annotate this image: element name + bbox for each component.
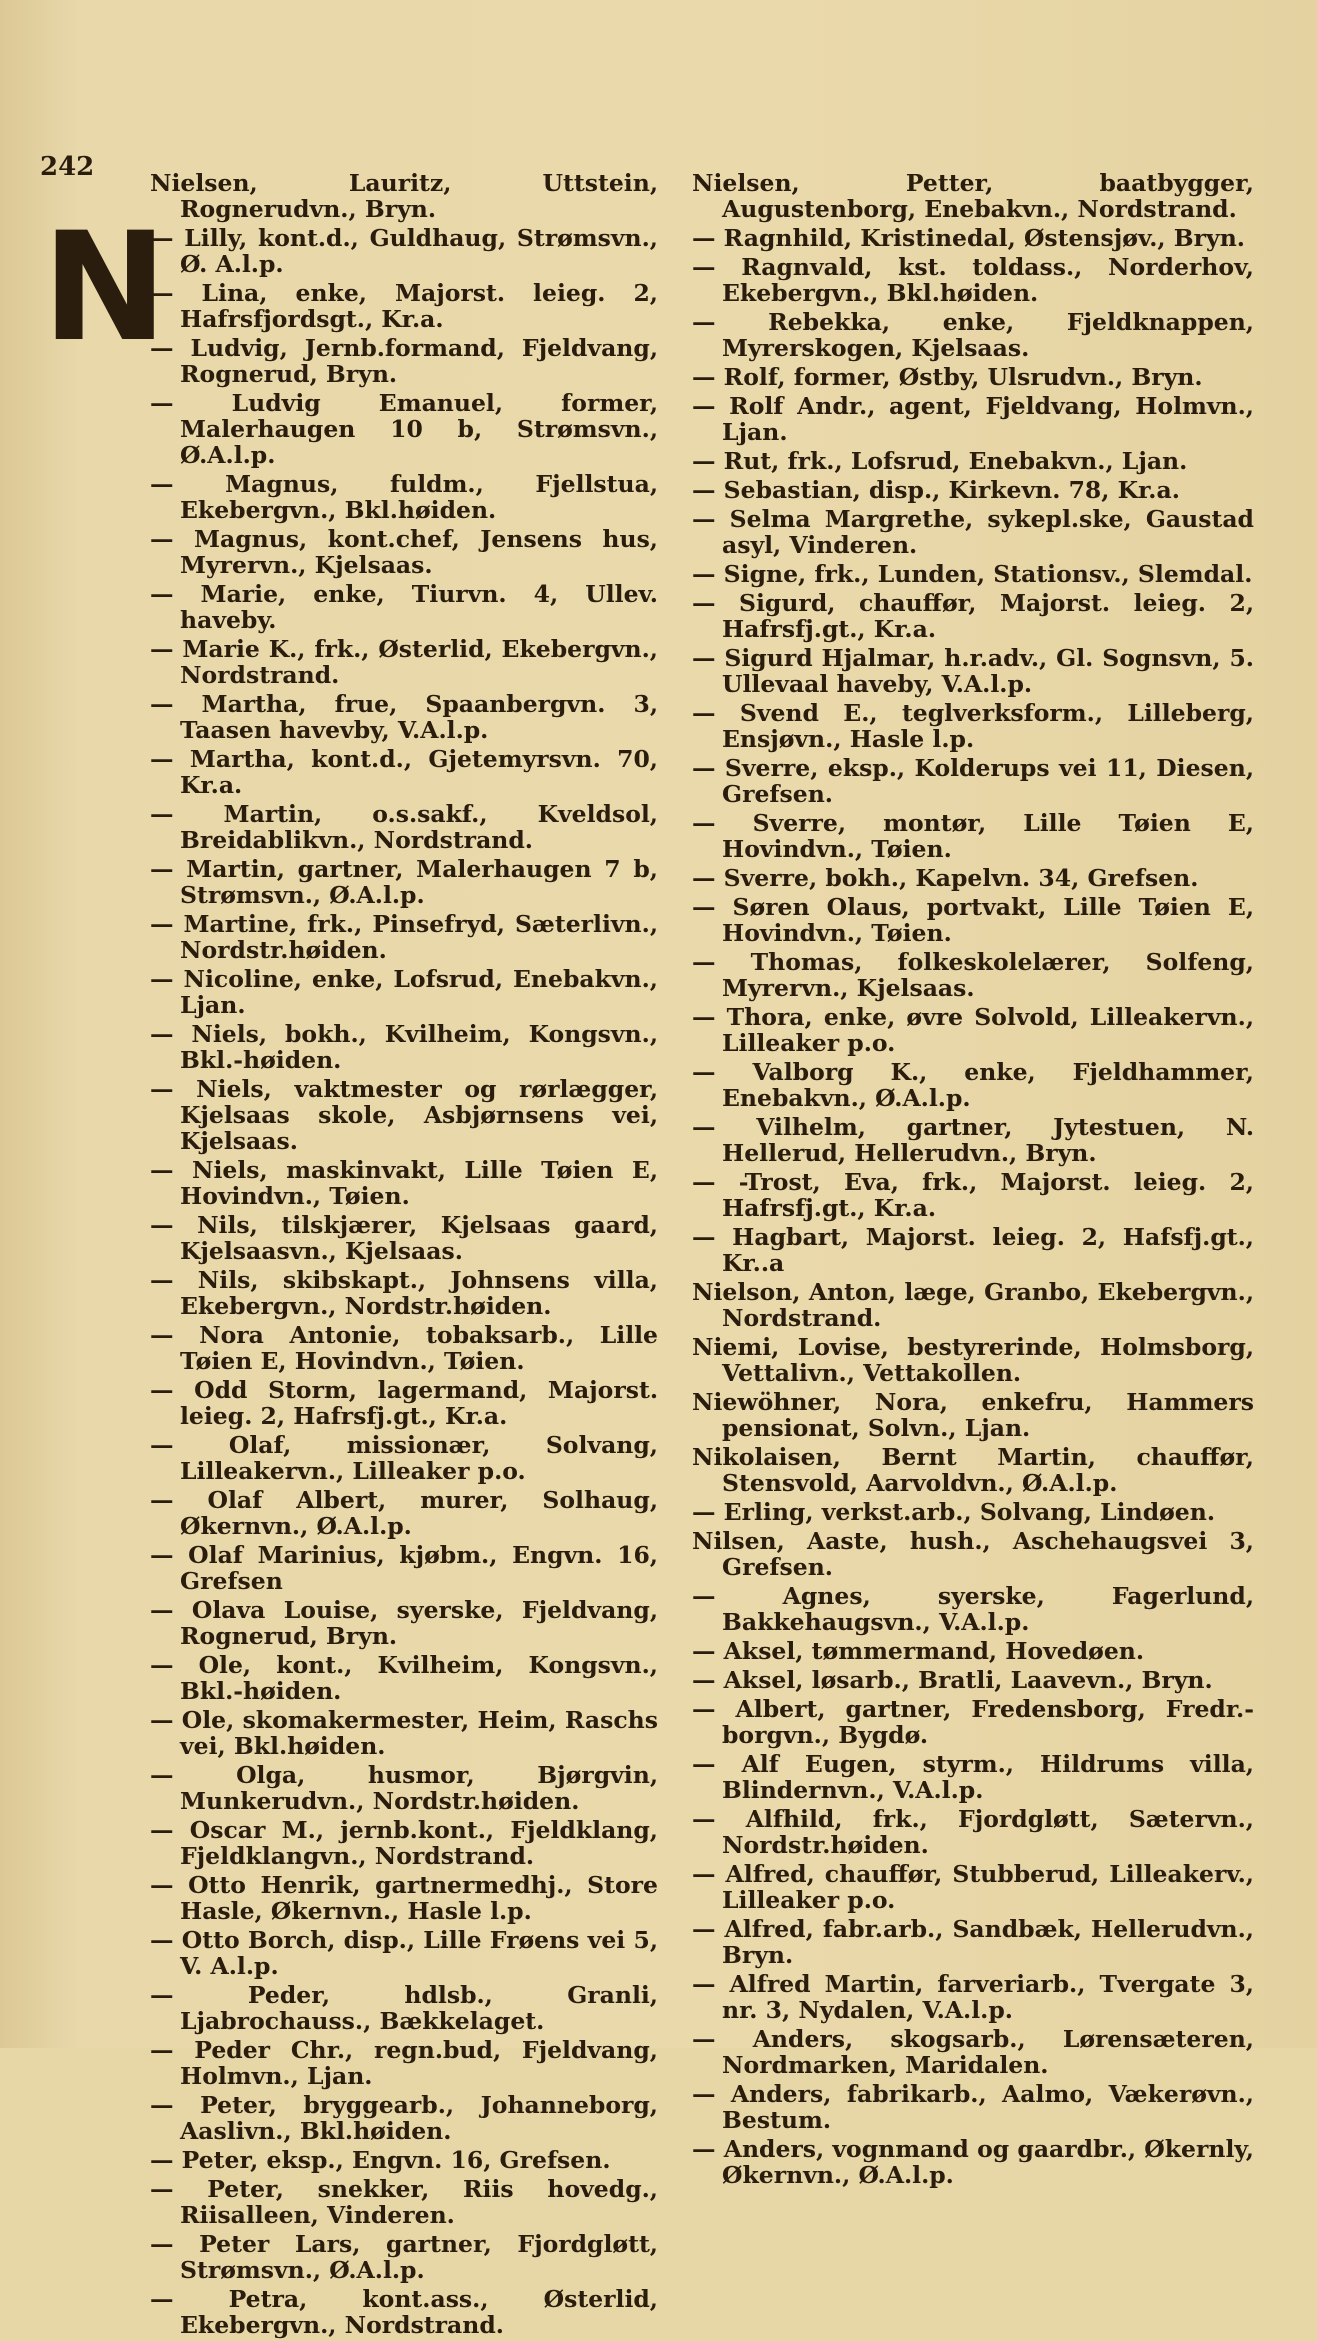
directory-entry: — Lina, enke, Majorst. leieg. 2, Hafrsfjordsgt., Kr.a. — [150, 279, 658, 333]
directory-entry: — Rut, frk., Lofsrud, Enebakvn., Ljan. — [692, 447, 1188, 475]
directory-entry: — Marie, enke, Tiurvn. 4, Ullev. haveby. — [150, 580, 658, 634]
directory-entry: — Sigurd, chauffør, Majorst. leieg. 2, Hafrsfj.gt., Kr.a. — [692, 589, 1254, 643]
directory-entry: — Signe, frk., Lunden, Stationsv., Slemdal. — [692, 560, 1253, 588]
directory-entry: — Peter, eksp., Engvn. 16, Grefsen. — [150, 2146, 611, 2174]
directory-entry: — Martha, frue, Spaanbergvn. 3, Taasen havevby, V.A.l.p. — [150, 690, 658, 744]
directory-entry: — Valborg K., enke, Fjeldhammer, Enebakvn., Ø.A.l.p. — [692, 1058, 1254, 1112]
directory-entry: — Ludvig, Jernb.formand, Fjeldvang, Rognerud, Bryn. — [150, 334, 658, 388]
directory-entry: — Alfred Martin, farveriarb., Tvergate 3, nr. 3, Nydalen, V.A.l.p. — [692, 1970, 1254, 2024]
directory-entry: — Sverre, eksp., Kolderups vei 11, Diesen, Grefsen. — [692, 754, 1254, 808]
directory-entry: — Svend E., teglverksform., Lilleberg, Ensjøvn., Hasle l.p. — [692, 699, 1254, 753]
directory-entry: Nikolaisen, Bernt Martin, chauffør, Stensvold, Aarvoldvn., Ø.A.l.p. — [692, 1443, 1254, 1497]
directory-entry: — Alf Eugen, styrm., Hildrums villa, Blindernvn., V.A.l.p. — [692, 1750, 1254, 1804]
directory-entry: — Rolf Andr., agent, Fjeldvang, Holmvn., Ljan. — [692, 392, 1254, 446]
directory-entry: — Ragnhild, Kristinedal, Østensjøv., Bryn. — [692, 224, 1245, 252]
directory-entry: — Peter, bryggearb., Johanneborg, Aaslivn., Bkl.høiden. — [150, 2091, 658, 2145]
directory-entry: — Vilhelm, gartner, Jytestuen, N. Hellerud, Hellerudvn., Bryn. — [692, 1113, 1254, 1167]
directory-entry: — Peter Lars, gartner, Fjordgløtt, Strømsvn., Ø.A.l.p. — [150, 2230, 658, 2284]
directory-entry: — Agnes, syerske, Fagerlund, Bakkehaugsvn., V.A.l.p. — [692, 1582, 1254, 1636]
directory-entry: — Sebastian, disp., Kirkevn. 78, Kr.a. — [692, 476, 1180, 504]
directory-entry: — Alfred, chauffør, Stubberud, Lilleakerv., Lilleaker p.o. — [692, 1860, 1254, 1914]
directory-entry: — Sigurd Hjalmar, h.r.adv., Gl. Sognsvn, 5. Ullevaal haveby, V.A.l.p. — [692, 644, 1254, 698]
directory-entry: — Otto Henrik, gartnermedhj., Store Hasle, Økernvn., Hasle l.p. — [150, 1871, 658, 1925]
directory-entry: — Olava Louise, syerske, Fjeldvang, Rognerud, Bryn. — [150, 1596, 658, 1650]
page-number: 242 — [40, 152, 95, 182]
directory-entry: — Olaf Albert, murer, Solhaug, Økernvn., Ø.A.l.p. — [150, 1486, 658, 1540]
directory-entry: — Alfred, fabr.arb., Sandbæk, Hellerudvn., Bryn. — [692, 1915, 1254, 1969]
directory-entry: — Niels, maskinvakt, Lille Tøien E, Hovindvn., Tøien. — [150, 1156, 658, 1210]
directory-entry: — Anders, vognmand og gaardbr., Økernly, Økernvn., Ø.A.l.p. — [692, 2135, 1254, 2189]
directory-entry: — Martin, gartner, Malerhaugen 7 b, Strømsvn., Ø.A.l.p. — [150, 855, 658, 909]
directory-entry: — Niels, vaktmester og rørlægger, Kjelsaas skole, Asbjørnsens vei, Kjelsaas. — [150, 1075, 658, 1155]
directory-entry: — Peter, snekker, Riis hovedg., Riisalleen, Vinderen. — [150, 2175, 658, 2229]
directory-entry: — Ole, kont., Kvilheim, Kongsvn., Bkl.-høiden. — [150, 1651, 658, 1705]
directory-entry: — Marie K., frk., Østerlid, Ekebergvn., Nordstrand. — [150, 635, 658, 689]
directory-entry: — Nicoline, enke, Lofsrud, Enebakvn., Ljan. — [150, 965, 658, 1019]
directory-entry: — Ludvig Emanuel, former, Malerhaugen 10 b, Strømsvn., Ø.A.l.p. — [150, 389, 658, 469]
directory-entry: — Selma Margrethe, sykepl.ske, Gaustad asyl, Vinderen. — [692, 505, 1254, 559]
directory-entry: — Aksel, tømmermand, Hovedøen. — [692, 1637, 1145, 1665]
directory-entry: Nielson, Anton, læge, Granbo, Ekebergvn., Nordstrand. — [692, 1278, 1254, 1332]
directory-entry: — Peder, hdlsb., Granli, Ljabrochauss., Bækkelaget. — [150, 1981, 658, 2035]
directory-entry: — Nora Antonie, tobaksarb., Lille Tøien E, Hovindvn., Tøien. — [150, 1321, 658, 1375]
directory-entry: — Rebekka, enke, Fjeldknappen, Myrerskogen, Kjelsaas. — [692, 308, 1254, 362]
directory-entry: — Sverre, montør, Lille Tøien E, Hovindvn., Tøien. — [692, 809, 1254, 863]
directory-entry: — Odd Storm, lagermand, Majorst. leieg. 2, Hafrsfj.gt., Kr.a. — [150, 1376, 658, 1430]
directory-entry: Nilsen, Aaste, hush., Aschehaugsvei 3, Grefsen. — [692, 1527, 1254, 1581]
directory-entry: — Niels, bokh., Kvilheim, Kongsvn., Bkl.-høiden. — [150, 1020, 658, 1074]
directory-entry: — Anders, skogsarb., Lørensæteren, Nordmarken, Maridalen. — [692, 2025, 1254, 2079]
directory-entry: — Otto Borch, disp., Lille Frøens vei 5, V. A.l.p. — [150, 1926, 658, 1980]
directory-entry: — Oscar M., jernb.kont., Fjeldklang, Fjeldklangvn., Nordstrand. — [150, 1816, 658, 1870]
directory-entry: — Ole, skomakermester, Heim, Raschs vei, Bkl.høiden. — [150, 1706, 658, 1760]
directory-entry: — Sverre, bokh., Kapelvn. 34, Grefsen. — [692, 864, 1199, 892]
directory-entry: — Søren Olaus, portvakt, Lille Tøien E, Hovindvn., Tøien. — [692, 893, 1254, 947]
directory-entry: — Thomas, folkeskolelærer, Solfeng, Myrervn., Kjelsaas. — [692, 948, 1254, 1002]
directory-entry: Nielsen, Petter, baatbygger, Augustenborg, Enebakvn., Nordstrand. — [692, 169, 1254, 223]
directory-entry: — Martha, kont.d., Gjetemyrsvn. 70, Kr.a. — [150, 745, 658, 799]
directory-entry: — Erling, verkst.arb., Solvang, Lindøen. — [692, 1498, 1216, 1526]
directory-entry: — Aksel, løsarb., Bratli, Laavevn., Bryn. — [692, 1666, 1213, 1694]
directory-entry: Nielsen, Lauritz, Uttstein, Rognerudvn., Bryn. — [150, 169, 658, 223]
directory-entry: — Magnus, fuldm., Fjellstua, Ekebergvn., Bkl.høiden. — [150, 470, 658, 524]
directory-entry: — Martin, o.s.sakf., Kveldsol, Breidablikvn., Nordstrand. — [150, 800, 658, 854]
directory-entry: — Olga, husmor, Bjørgvin, Munkerudvn., Nordstr.høiden. — [150, 1761, 658, 1815]
directory-entry: — Hagbart, Majorst. leieg. 2, Hafsfj.gt., Kr..a — [692, 1223, 1254, 1277]
directory-entry: — -Trost, Eva, frk., Majorst. leieg. 2, Hafrsfj.gt., Kr.a. — [692, 1168, 1254, 1222]
directory-entry: — Lilly, kont.d., Guldhaug, Strømsvn., Ø. A.l.p. — [150, 224, 658, 278]
directory-entry: — Alfhild, frk., Fjordgløtt, Sætervn., Nordstr.høiden. — [692, 1805, 1254, 1859]
directory-entry: — Anders, fabrikarb., Aalmo, Vækerøvn., Bestum. — [692, 2080, 1254, 2134]
directory-entry: — Rolf, former, Østby, Ulsrudvn., Bryn. — [692, 363, 1203, 391]
directory-entry: — Magnus, kont.chef, Jensens hus, Myrervn., Kjelsaas. — [150, 525, 658, 579]
section-letter: N — [42, 201, 168, 375]
directory-entry: — Nils, skibskapt., Johnsens villa, Ekebergvn., Nordstr.høiden. — [150, 1266, 658, 1320]
left-column — [150, 170, 658, 2341]
directory-entry: — Nils, tilskjærer, Kjelsaas gaard, Kjelsaasvn., Kjelsaas. — [150, 1211, 658, 1265]
directory-entry: — Ragnvald, kst. toldass., Norderhov, Ekebergvn., Bkl.høiden. — [692, 253, 1254, 307]
directory-entry: — Petra, kont.ass., Østerlid, Ekebergvn., Nordstrand. — [150, 2285, 658, 2339]
directory-entry: — Olaf Marinius, kjøbm., Engvn. 16, Grefsen — [150, 1541, 658, 1595]
directory-entry: — Peder Chr., regn.bud, Fjeldvang, Holmvn., Ljan. — [150, 2036, 658, 2090]
directory-entry: — Albert, gartner, Fredensborg, Fredr.-borgvn., Bygdø. — [692, 1695, 1254, 1749]
directory-entry: — Martine, frk., Pinsefryd, Sæterlivn., Nordstr.høiden. — [150, 910, 658, 964]
directory-entry: Niewöhner, Nora, enkefru, Hammers pensionat, Solvn., Ljan. — [692, 1388, 1254, 1442]
directory-entry: — Thora, enke, øvre Solvold, Lilleakervn., Lilleaker p.o. — [692, 1003, 1254, 1057]
directory-entry: — Olaf, missionær, Solvang, Lilleakervn., Lilleaker p.o. — [150, 1431, 658, 1485]
directory-entry: Niemi, Lovise, bestyrerinde, Holmsborg, Vettalivn., Vettakollen. — [692, 1333, 1254, 1387]
right-column — [692, 170, 1254, 2191]
